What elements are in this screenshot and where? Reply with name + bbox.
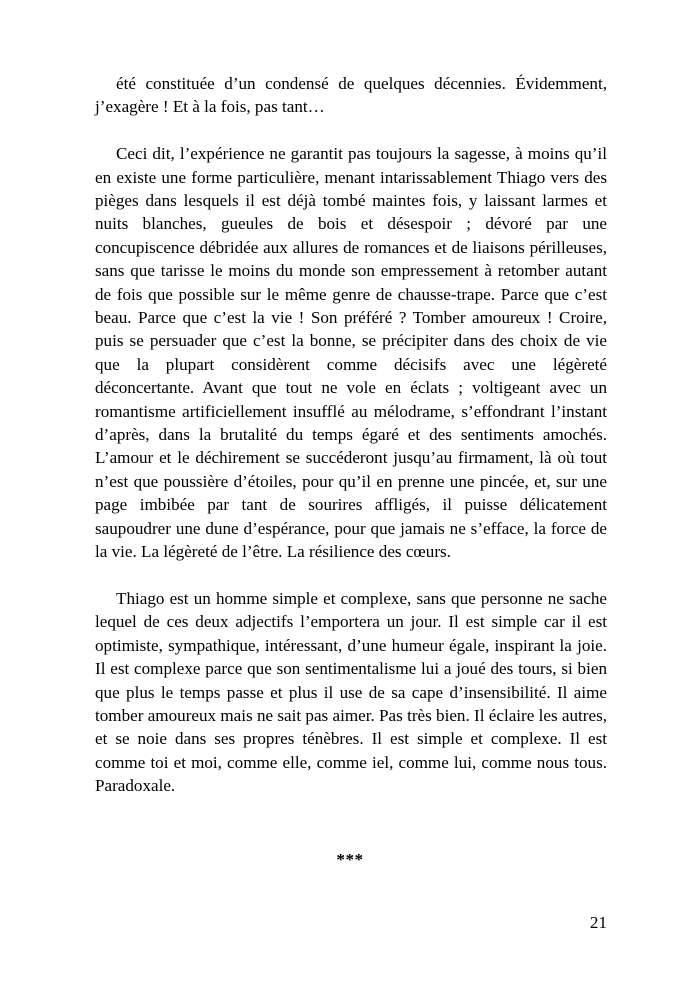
section-separator: *** [336,850,364,869]
paragraph-1: été constituée d’un condensé de quelques décennies. Évidemment, j’exagère ! Et à la fois, pas tant… [95,74,607,117]
body-text [95,72,607,798]
paragraph-3: Thiago est un homme simple et complexe, sans que personne ne sache lequel de ces deux adjectifs l’emportera un jour. Il est simple car il est optimiste, sympathique, intéressant, d’une humeur égale, inspirant la joie. Il est complexe parce que son sentimentalisme lui a joué des tours, si bien que plus le temps passe et plus il use de sa cape d’insensibilité. Il aime tomber amoureux mais ne sait pas aimer. Pas très bien. Il éclaire les autres, et se noie dans ses propres ténèbres. Il est simple et complexe. Il est comme toi et moi, comme elle, comme iel, comme lui, comme nous tous. Paradoxale. [95,588,607,796]
paragraph-2: Ceci dit, l’expérience ne garantit pas toujours la sagesse, à moins qu’il en existe une forme particulière, menant intarissablement Thiago vers des pièges dans lesquels il est déjà tombé maintes fois, y laissant larmes et nuits blanches, gueules de bois et désespoir ; dévoré par une concupiscence débridée aux allures de romances et de liaisons périlleuses, sans que tarisse le moins du monde son empressement à retomber autant de fois que possible sur le même genre de chausse-trape. Parce que c’est beau. Parce que c’est la vie ! Son préféré ? Tomber amoureux ! Croire, puis se persuader que c’est la bonne, se précipiter dans des choix de vie que la plupart considèrent comme décisifs avec une légèreté déconcertante. Avant que tout ne vole en éclats ; voltigeant avec un romantisme artificiellement insufflé au mélodrame, s’effondrant l’instant d’après, dans la brutalité du temps égaré et des sentiments amochés. L’amour et le déchirement se succéderont jusqu’au firmament, là où tout n’est que poussière d’étoiles, pour qu’il en prenne une pincée, et, sur une page imbibée par tant de sourires affligés, il puisse délicatement saupoudrer une dune d’espérance, pour que jamais ne s’efface, la force de la vie. La légèreté de l’être. La résilience des cœurs. [95,144,607,562]
page-number: 21 [589,913,607,932]
